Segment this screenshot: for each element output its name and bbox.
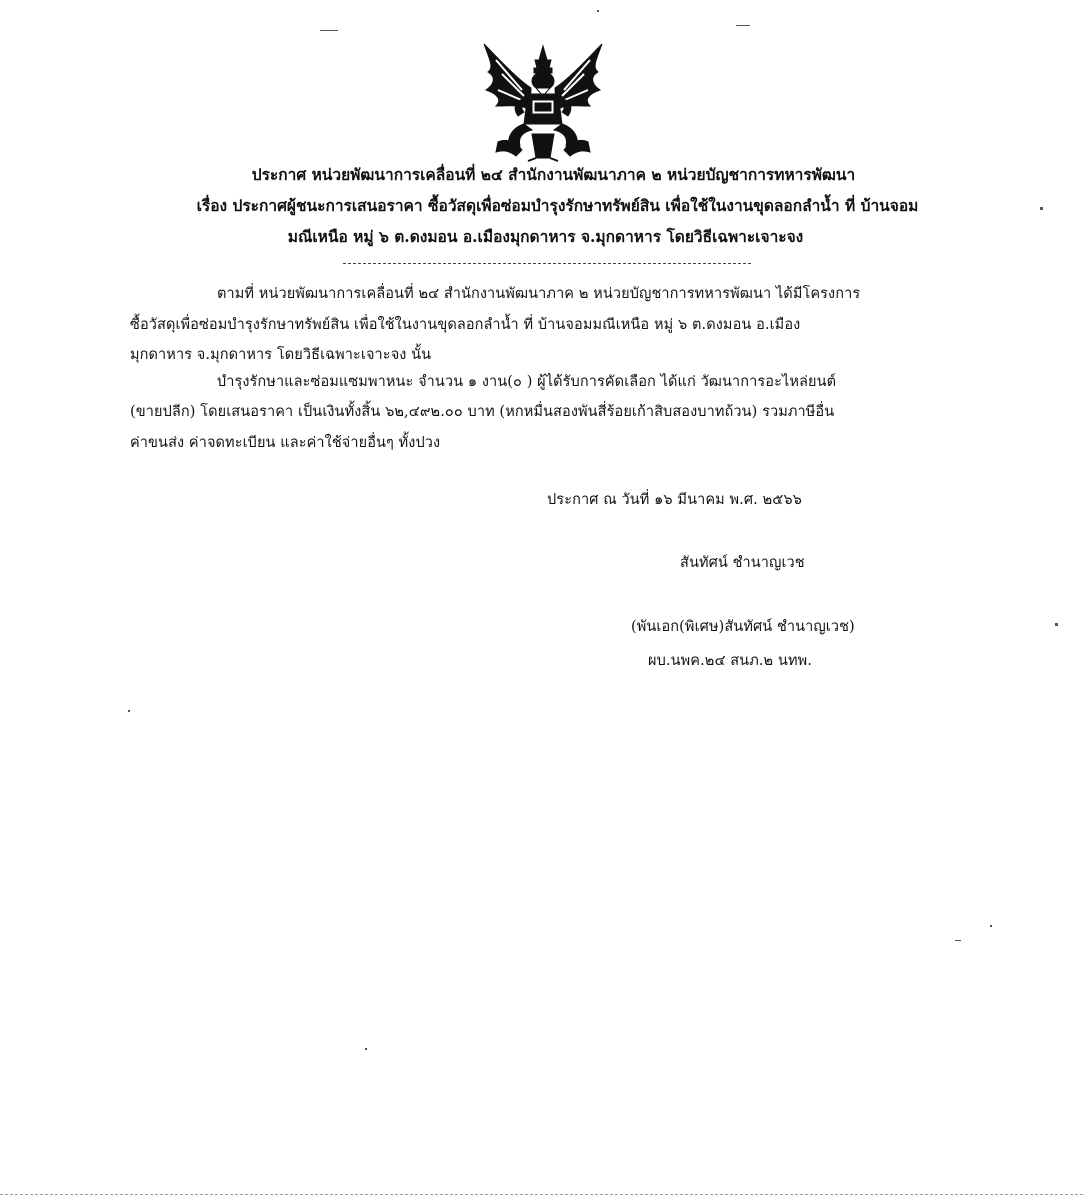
scan-speck <box>1055 623 1058 626</box>
title-line-1: ประกาศ หน่วยพัฒนาการเคลื่อนที่ ๒๔ สำนักงานพัฒนาภาค ๒ หน่วยบัญชาการทหารพัฒนา <box>251 165 856 184</box>
paragraph-1-line-3: มุกดาหาร จ.มุกดาหาร โดยวิธีเฉพาะเจาะจง นั้น <box>130 347 432 363</box>
paragraph-2-line-1: บำรุงรักษาและซ่อมแซมพาหนะ จำนวน ๑ งาน(๐ ) ผู้ได้รับการคัดเลือก ได้แก่ วัฒนาการอะไหล่ยนต์ <box>217 374 837 390</box>
scan-bottom-edge <box>0 1194 1083 1195</box>
scan-speck <box>128 710 130 712</box>
title-separator <box>343 263 751 264</box>
title-line-2: เรื่อง ประกาศผู้ชนะการเสนอราคา ซื้อวัสดุเพื่อซ่อมบำรุงรักษาทรัพย์สิน เพื่อใช้ในงานขุดลอกลำน้ำ ที่ บ้านจอม <box>196 196 919 215</box>
title-line-3: มณีเหนือ หมู่ ๖ ต.ดงมอน อ.เมืองมุกดาหาร จ.มุกดาหาร โดยวิธีเฉพาะเจาะจง <box>287 227 804 246</box>
paragraph-1-line-2: ซื้อวัสดุเพื่อซ่อมบำรุงรักษาทรัพย์สิน เพื่อใช้ในงานขุดลอกลำน้ำ ที่ บ้านจอมมณีเหนือ หมู่ ๖ ต.ดงมอน อ.เมือง <box>130 317 801 333</box>
garuda-emblem-icon <box>476 38 610 162</box>
paragraph-2-line-2: (ขายปลีก) โดยเสนอราคา เป็นเงินทั้งสิ้น ๖๒,๔๙๒.๐๐ บาท (หกหมื่นสองพันสี่ร้อยเก้าสิบสองบาทถ้วน) รวมภาษีอื่น <box>130 404 835 420</box>
paragraph-1-line-1: ตามที่ หน่วยพัฒนาการเคลื่อนที่ ๒๔ สำนักงานพัฒนาภาค ๒ หน่วยบัญชาการทหารพัฒนา ได้มีโครงการ <box>217 286 861 302</box>
scan-speck <box>320 30 338 31</box>
scan-speck <box>736 25 750 26</box>
signatory-position: ผบ.นพค.๒๔ สนภ.๒ นทพ. <box>648 653 812 669</box>
signatory-name: สันทัศน์ ชำนาญเวช <box>680 555 805 571</box>
scan-speck <box>365 1048 367 1050</box>
announcement-date: ประกาศ ณ วันที่ ๑๖ มีนาคม พ.ศ. ๒๕๖๖ <box>547 492 802 508</box>
scan-speck <box>990 925 992 927</box>
scan-speck <box>597 10 599 12</box>
scan-speck <box>955 940 961 941</box>
scan-speck <box>1040 207 1043 210</box>
paragraph-2-line-3: ค่าขนส่ง ค่าจดทะเบียน และค่าใช้จ่ายอื่นๆ ทั้งปวง <box>130 435 441 451</box>
signatory-rank-name: (พันเอก(พิเศษ)สันทัศน์ ชำนาญเวช) <box>631 619 855 635</box>
